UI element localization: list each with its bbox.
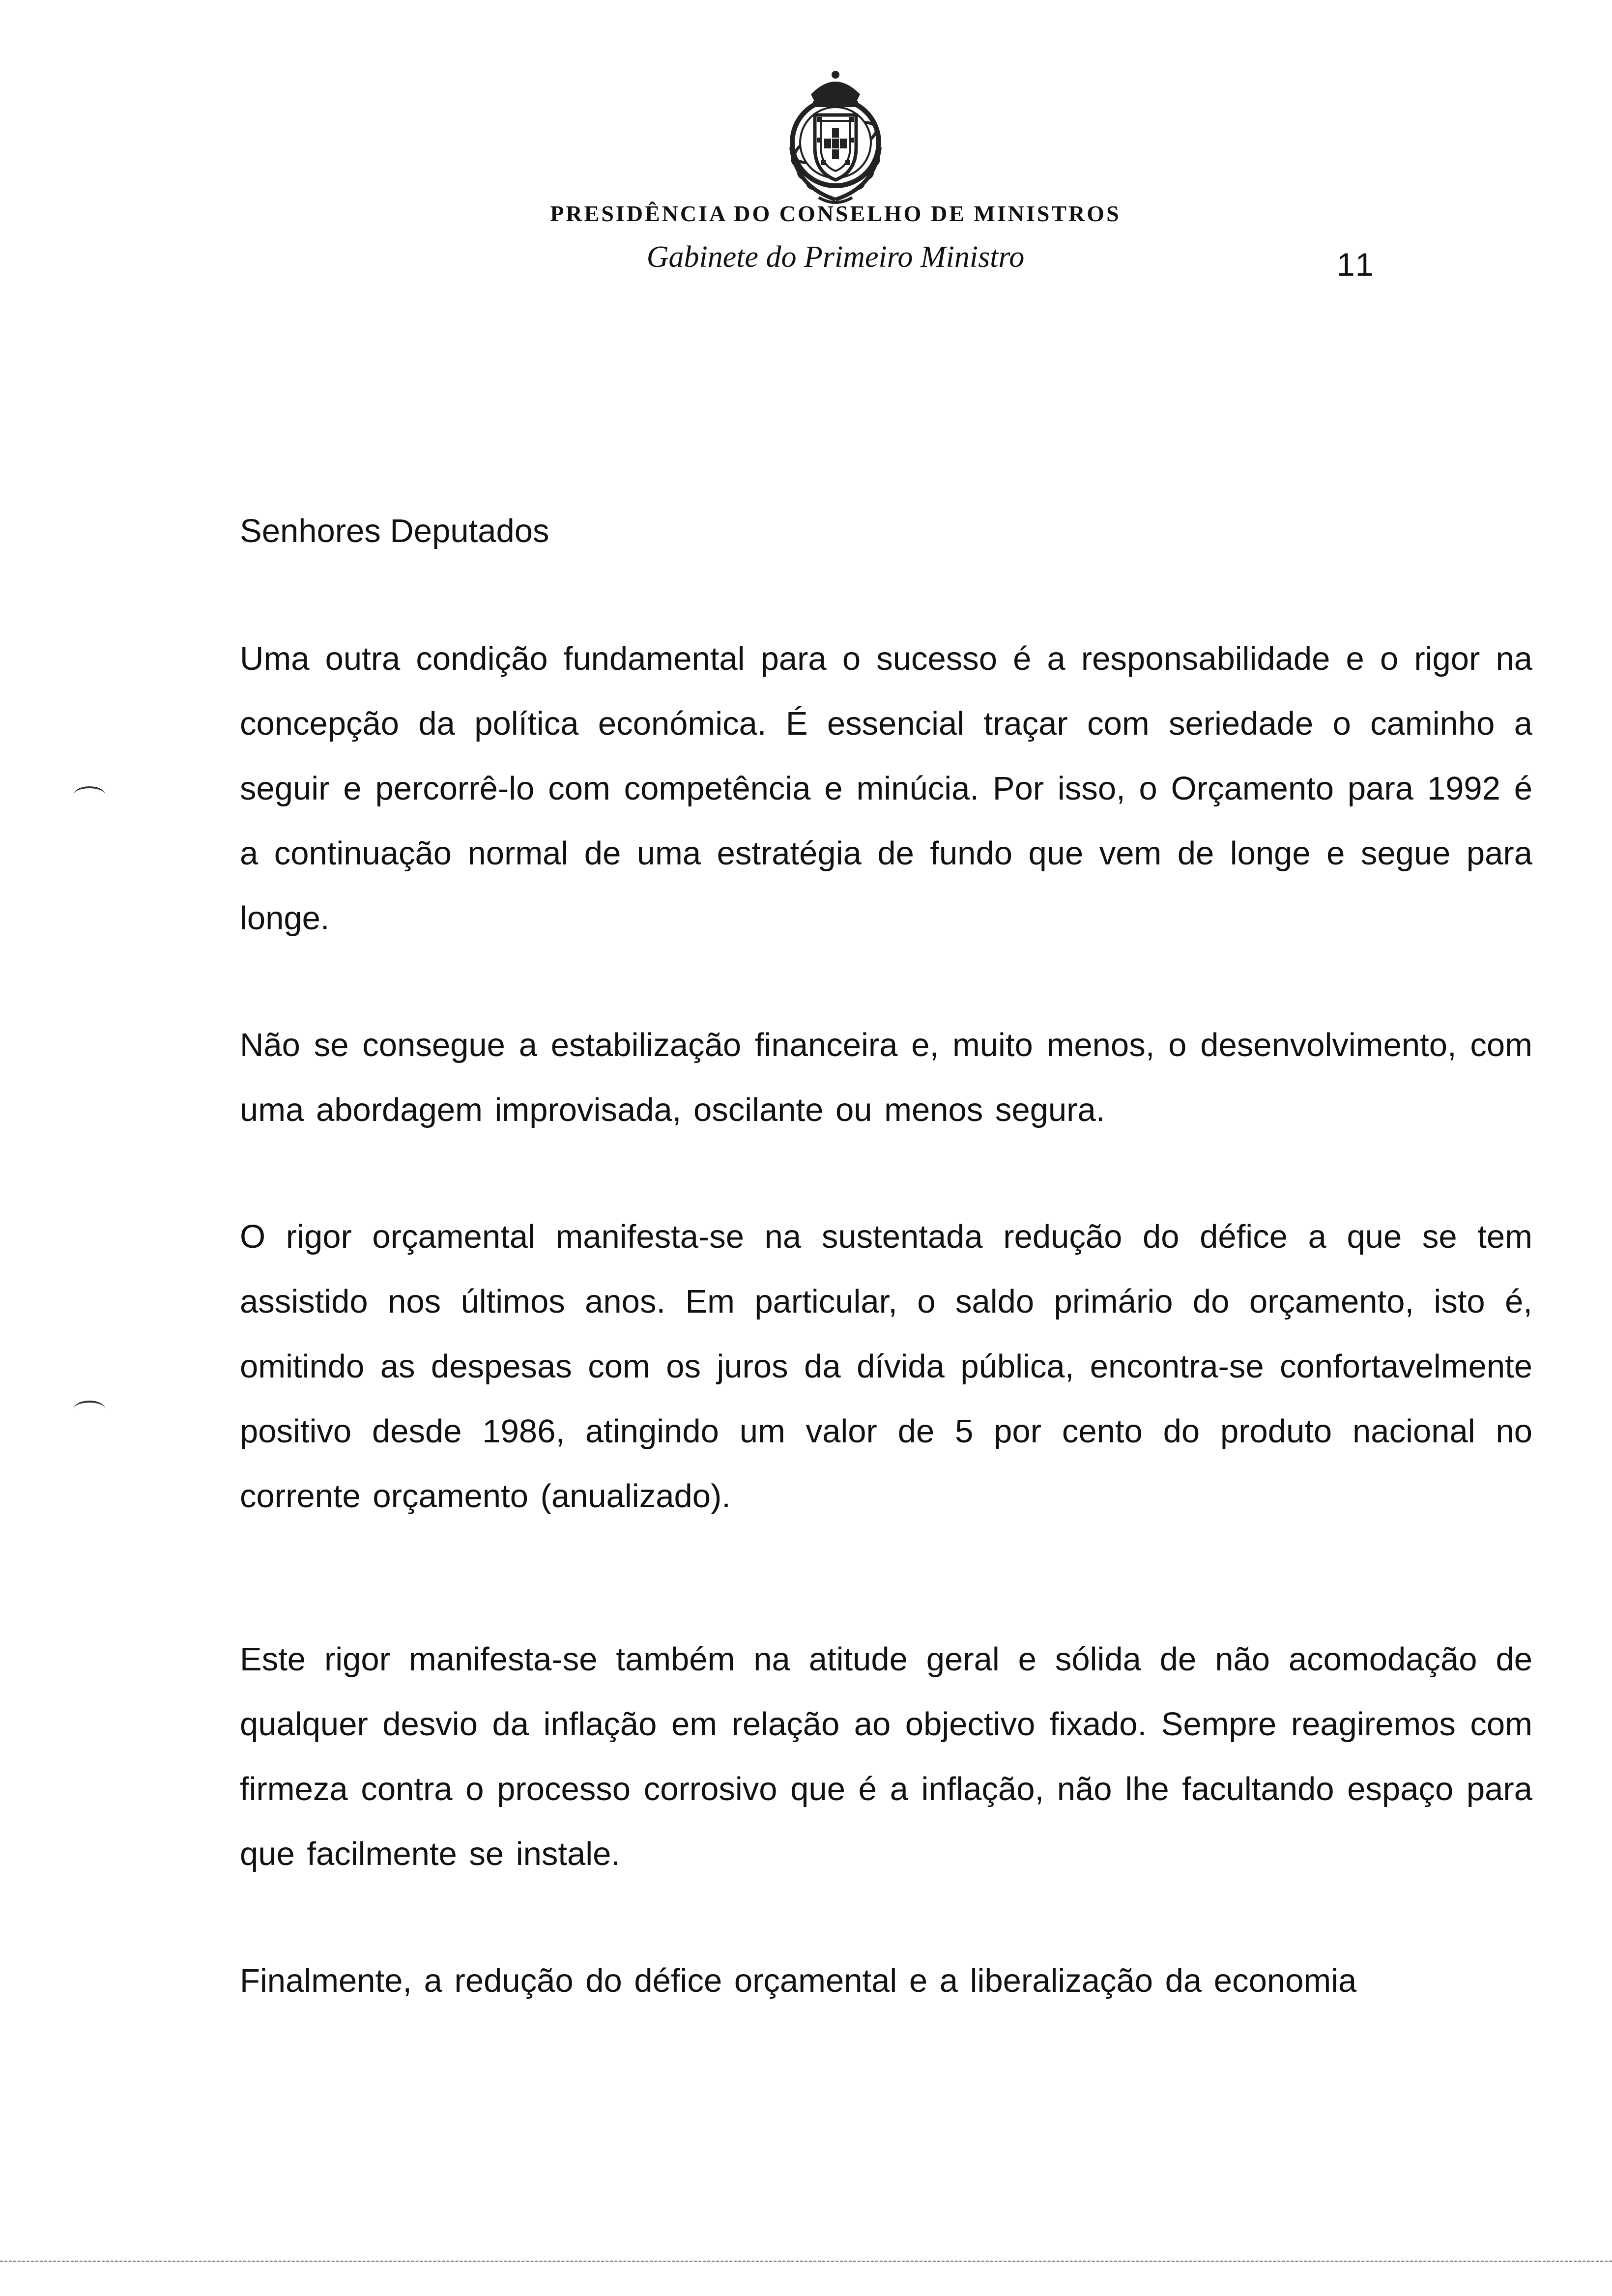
- paragraph: O rigor orçamental manifesta-se na sustentada redução do défice a que se tem assistido nos últimos anos. Em particular, o saldo primário do orçamento, isto é, omitindo as despesas com os juros da dívida pública, encontra-se confortavelmente positivo desde 1986, atingindo um valor de 5 por cento do produto nacional no corrente orçamento (anualizado).: [240, 1218, 1532, 1515]
- cabinet-subtitle: Gabinete do Primeiro Ministro: [646, 240, 1025, 274]
- paragraph: Uma outra condição fundamental para o sucesso é a responsabilidade e o rigor na concepção da política económica. É essencial traçar com seriedade o caminho a seguir e percorrê-lo com competência e minúcia. Por isso, o Orçamento para 1992 é a continuação normal de uma estratégia de fundo que vem de longe e segue para longe.: [240, 640, 1532, 937]
- paragraph: Finalmente, a redução do défice orçamental e a liberalização da economia: [240, 1962, 1357, 1999]
- paragraph: Este rigor manifesta-se também na atitude geral e sólida de não acomodação de qualquer desvio da inflação em relação ao objectivo fixado. Sempre reagiremos com firmeza contra o processo corrosivo que é a inflação, não lhe facultando espaço para que facilmente se instale.: [240, 1641, 1532, 1872]
- page-number: 11: [1337, 246, 1377, 283]
- salutation: Senhores Deputados: [240, 513, 549, 549]
- coat-of-arms-icon: [772, 64, 899, 206]
- margin-mark: [74, 786, 105, 803]
- paragraph: Não se consegue a estabilização financeira e, muito menos, o desenvolvimento, com uma abordagem improvisada, oscilante ou menos segura.: [240, 1027, 1532, 1128]
- margin-mark: [74, 1401, 105, 1417]
- page-bottom-edge: [0, 2261, 1612, 2262]
- document-body: [240, 499, 1532, 2075]
- office-title: PRESIDÊNCIA DO CONSELHO DE MINISTROS: [550, 201, 1121, 226]
